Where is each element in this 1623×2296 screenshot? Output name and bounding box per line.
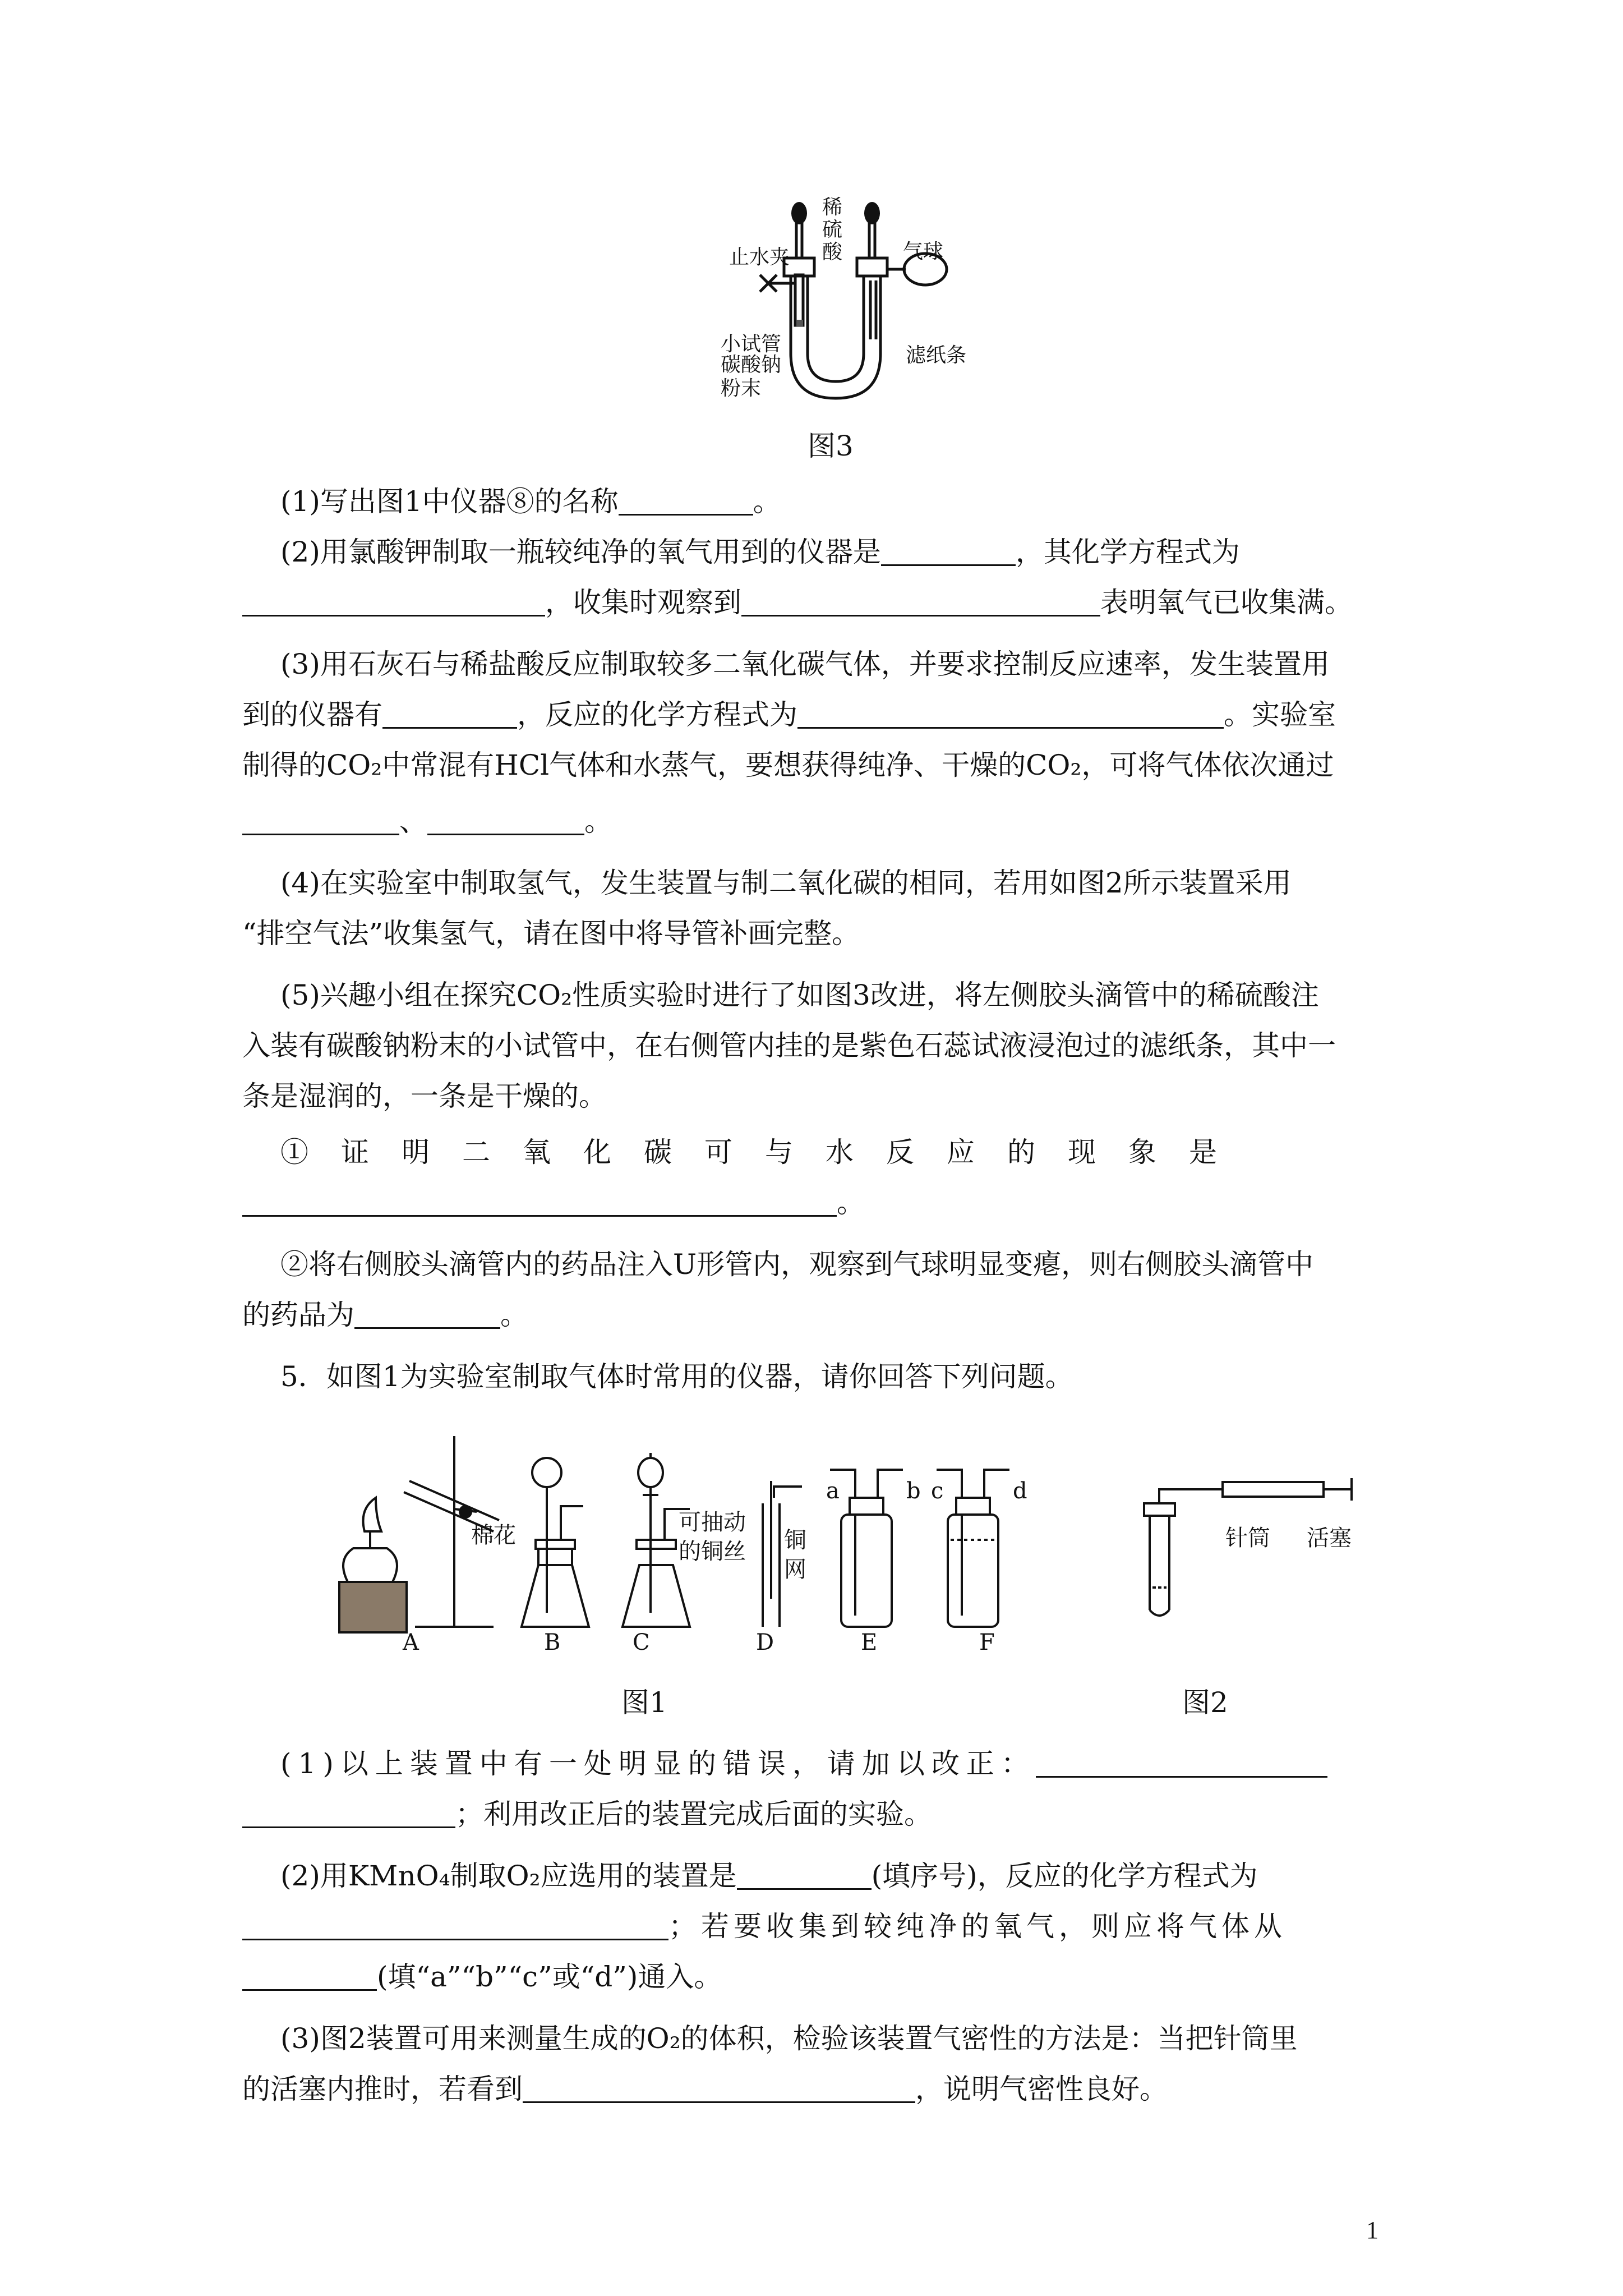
fig3-label-balloon: 气球 bbox=[903, 240, 944, 263]
q5-part3-line1: (3)图2装置可用来测量生成的O₂的体积，检验该装置气密性的方法是：当把针筒里 bbox=[280, 2022, 1298, 2055]
q4-part4-line1: (4)在实验室中制取氢气，发生装置与制二氧化碳的相同，若用如图2所示装置采用 bbox=[280, 867, 1292, 899]
q4-part3-line4: 、 。 bbox=[242, 797, 1375, 846]
fig1-label-copper-mesh: 铜网 bbox=[784, 1527, 806, 1582]
fig2-caption: 图2 bbox=[1182, 1686, 1228, 1719]
q4-part5-line2: 入装有碳酸钠粉末的小试管中，在右侧管内挂的是紫色石蕊试液浸泡过的滤纸条，其中一 bbox=[242, 1029, 1336, 1062]
q5-part3-line2: 的活塞内推时，若看到 ，说明气密性良好。 bbox=[242, 2073, 1168, 2105]
q5-part2-line1: (2)用KMnO₄制取O₂应选用的装置是 (填序号)，反应的化学方程式为 bbox=[280, 1860, 1258, 1892]
q4-part2-line1: (2)用氯酸钾制取一瓶较纯净的氧气用到的仪器是 ，其化学方程式为 bbox=[280, 536, 1240, 568]
answer-blank[interactable] bbox=[881, 536, 1016, 566]
fig1-label-A: A bbox=[403, 1630, 419, 1655]
fig1-label-cotton: 棉花 bbox=[471, 1522, 516, 1548]
fig2-label-plunger: 活塞 bbox=[1307, 1525, 1352, 1551]
answer-blank[interactable] bbox=[242, 1961, 377, 1991]
answer-blank[interactable] bbox=[427, 806, 584, 835]
answer-blank[interactable] bbox=[741, 587, 1100, 616]
q4-part2-line2: ，收集时观察到 表明氧气已收集满。 bbox=[242, 578, 1375, 627]
fig1-label-D: D bbox=[756, 1630, 774, 1655]
fig1-caption: 图1 bbox=[621, 1686, 667, 1719]
q4-part1: (1)写出图1中仪器⑧的名称 。 bbox=[280, 485, 781, 518]
q5-stem: 5．如图1为实验室制取气体时常用的仪器，请你回答下列问题。 bbox=[280, 1360, 1073, 1393]
answer-blank[interactable] bbox=[737, 1860, 872, 1890]
answer-blank[interactable] bbox=[242, 1187, 837, 1217]
fig1-label-F: F bbox=[979, 1630, 995, 1655]
q4-part5-line4: ①证明二氧化碳可与水反应的现象是 bbox=[280, 1136, 1249, 1168]
answer-blank[interactable] bbox=[382, 699, 517, 729]
answer-blank[interactable] bbox=[1036, 1748, 1327, 1778]
fig3-caption: 图3 bbox=[808, 430, 854, 462]
answer-blank[interactable] bbox=[242, 1798, 455, 1828]
q4-part5-line5: 。 bbox=[242, 1178, 1375, 1227]
fig3-label-powder: 碳酸钠粉末 bbox=[721, 353, 782, 400]
answer-blank[interactable] bbox=[242, 1911, 668, 1940]
answer-blank[interactable] bbox=[242, 587, 545, 616]
q5-part2-line3: (填“a”“b”“c”或“d”)通入。 bbox=[242, 1952, 1375, 2001]
fig2-label-syringe: 针筒 bbox=[1225, 1525, 1270, 1551]
q4-part4-line2: “排空气法”收集氢气，请在图中将导管补画完整。 bbox=[242, 917, 860, 950]
fig3-label-acid: 稀硫酸 bbox=[822, 196, 843, 264]
q4-part3-line1: (3)用石灰石与稀盐酸反应制取较多二氧化碳气体，并要求控制反应速率，发生装置用 bbox=[280, 648, 1330, 680]
fig1-label-B: B bbox=[544, 1630, 561, 1655]
fig1-label-c: c bbox=[931, 1478, 944, 1504]
fig1-label-b: b bbox=[906, 1478, 921, 1504]
q4-part3-line3: 制得的CO₂中常混有HCl气体和水蒸气，要想获得纯净、干燥的CO₂，可将气体依次通过 bbox=[242, 749, 1334, 781]
q4-part5-line7: 的药品为 。 bbox=[242, 1299, 528, 1331]
fig1-label-E: E bbox=[861, 1630, 878, 1655]
answer-blank[interactable] bbox=[619, 486, 753, 516]
answer-blank[interactable] bbox=[523, 2073, 915, 2103]
fig1-label-C: C bbox=[633, 1630, 650, 1655]
q5-part2-line2: ；若要收集到较纯净的氧气，则应将气体从 bbox=[242, 1902, 1375, 1951]
fig3-label-clamp: 止水夹 bbox=[729, 246, 790, 269]
q4-part5-line6: ②将右侧胶头滴管内的药品注入U形管内，观察到气球明显变瘪，则右侧胶头滴管中 bbox=[280, 1248, 1314, 1281]
q5-part1-line2: ；利用改正后的装置完成后面的实验。 bbox=[242, 1789, 1375, 1839]
fig3-label-tube: 小试管 bbox=[721, 333, 782, 356]
fig1-label-copper-wire: 可抽动的铜丝 bbox=[679, 1510, 746, 1565]
page-number: 1 bbox=[1366, 2216, 1378, 2244]
q5-part1-line1: (1)以上装置中有一处明显的错误，请加以改正： bbox=[280, 1739, 1413, 1788]
answer-blank[interactable] bbox=[354, 1299, 500, 1329]
fig3-label-paper: 滤纸条 bbox=[906, 344, 967, 367]
answer-blank[interactable] bbox=[242, 806, 399, 835]
fig1-label-a: a bbox=[826, 1478, 840, 1504]
q4-part5-line3: 条是湿润的，一条是干燥的。 bbox=[242, 1080, 607, 1112]
fig1-label-d: d bbox=[1013, 1478, 1027, 1504]
answer-blank[interactable] bbox=[797, 699, 1224, 729]
q4-part3-line2: 到的仪器有 ，反应的化学方程式为 。实验室 bbox=[242, 698, 1336, 731]
q4-part5-line1: (5)兴趣小组在探究CO₂性质实验时进行了如图3改进，将左侧胶头滴管中的稀硫酸注 bbox=[280, 979, 1319, 1011]
